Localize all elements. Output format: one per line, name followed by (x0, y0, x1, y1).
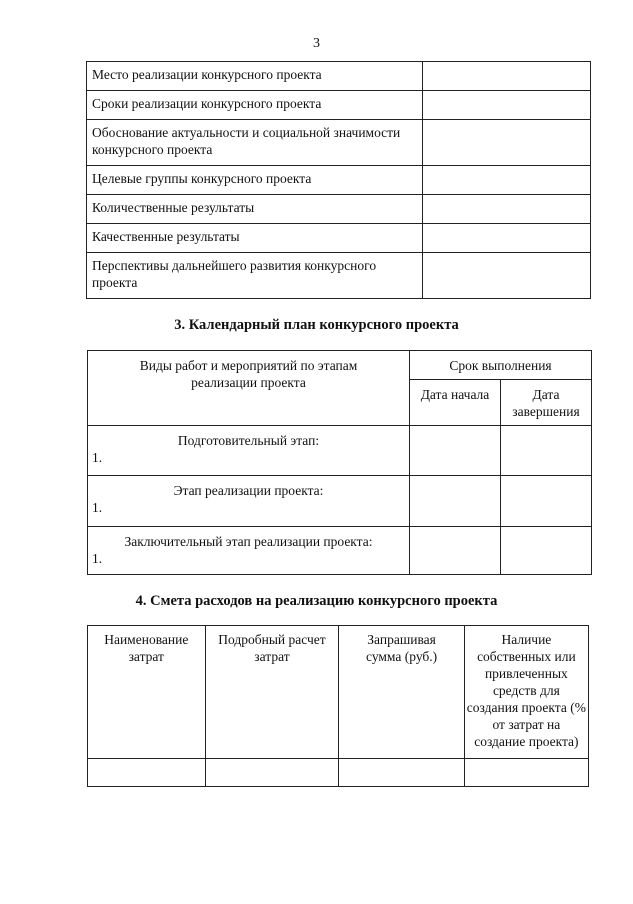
cost-calculation-header (205, 626, 339, 759)
table-row (87, 62, 591, 91)
stage-item: 1. (92, 551, 103, 566)
quantitative-results-label: Количественные результаты (87, 195, 423, 224)
table-row (88, 426, 592, 476)
cost-calculation-cell[interactable] (205, 759, 339, 787)
table-row (87, 195, 591, 224)
table-row (88, 759, 589, 787)
table-row (88, 476, 592, 527)
relevance-value[interactable] (422, 120, 590, 166)
calendar-table (87, 350, 592, 575)
works-header-text: Виды работ и мероприятий по этапам реализации проекта (139, 358, 358, 390)
stage-title: Этап реализации проекта: (173, 483, 324, 498)
start-date-cell[interactable] (410, 426, 501, 476)
table-row (87, 91, 591, 120)
qualitative-results-value[interactable] (422, 224, 590, 253)
cost-name-header (88, 626, 206, 759)
requested-amount-cell[interactable] (339, 759, 464, 787)
table-row (87, 120, 591, 166)
budget-heading: 4. Смета расходов на реализацию конкурсного проекта (135, 593, 498, 609)
stage-item: 1. (92, 500, 103, 515)
target-groups-label: Целевые группы конкурсного проекта (87, 166, 423, 195)
timeline-label: Сроки реализации конкурсного проекта (87, 91, 423, 120)
cost-name-cell[interactable] (88, 759, 206, 787)
relevance-label: Обоснование актуальности и социальной значимости конкурсного проекта (87, 120, 423, 166)
stage-cell (88, 426, 410, 476)
prospects-value[interactable] (422, 253, 590, 299)
end-date-cell[interactable] (501, 527, 592, 575)
stage-item: 1. (92, 450, 103, 465)
location-label: Место реализации конкурсного проекта (87, 62, 423, 91)
table-row (88, 626, 589, 759)
term-header: Срок выполнения (410, 351, 592, 380)
table-row (88, 351, 592, 380)
requested-amount-header (339, 626, 464, 759)
own-funds-header (464, 626, 588, 759)
end-date-cell[interactable] (501, 476, 592, 527)
works-header (88, 351, 410, 426)
table-row (87, 253, 591, 299)
stage-title: Заключительный этап реализации проекта: (124, 534, 373, 549)
table-row (87, 166, 591, 195)
table-row (88, 527, 592, 575)
cost-name-header-text: Наименование затрат (104, 632, 189, 664)
cost-calculation-header-text: Подробный расчет затрат (218, 632, 326, 664)
stage-cell (88, 476, 410, 527)
project-info-table (86, 61, 591, 299)
budget-table (87, 625, 589, 787)
start-date-header: Дата начала (410, 380, 501, 426)
start-date-cell[interactable] (410, 527, 501, 575)
end-date-header: Дата завершения (501, 380, 592, 426)
location-value[interactable] (422, 62, 590, 91)
target-groups-value[interactable] (422, 166, 590, 195)
quantitative-results-value[interactable] (422, 195, 590, 224)
table-row (87, 224, 591, 253)
requested-amount-header-text: Запрашивая сумма (руб.) (366, 632, 438, 664)
page-number: 3 (313, 36, 320, 51)
qualitative-results-label: Качественные результаты (87, 224, 423, 253)
own-funds-header-text: Наличие собственных или привлеченных средств для создания проекта (% от затрат на создание проекта) (466, 632, 586, 749)
start-date-cell[interactable] (410, 476, 501, 527)
calendar-heading: 3. Календарный план конкурсного проекта (174, 317, 459, 333)
own-funds-cell[interactable] (464, 759, 588, 787)
prospects-label: Перспективы дальнейшего развития конкурсного проекта (87, 253, 423, 299)
end-date-cell[interactable] (501, 426, 592, 476)
stage-cell (88, 527, 410, 575)
stage-title: Подготовительный этап: (177, 433, 320, 448)
timeline-value[interactable] (422, 91, 590, 120)
